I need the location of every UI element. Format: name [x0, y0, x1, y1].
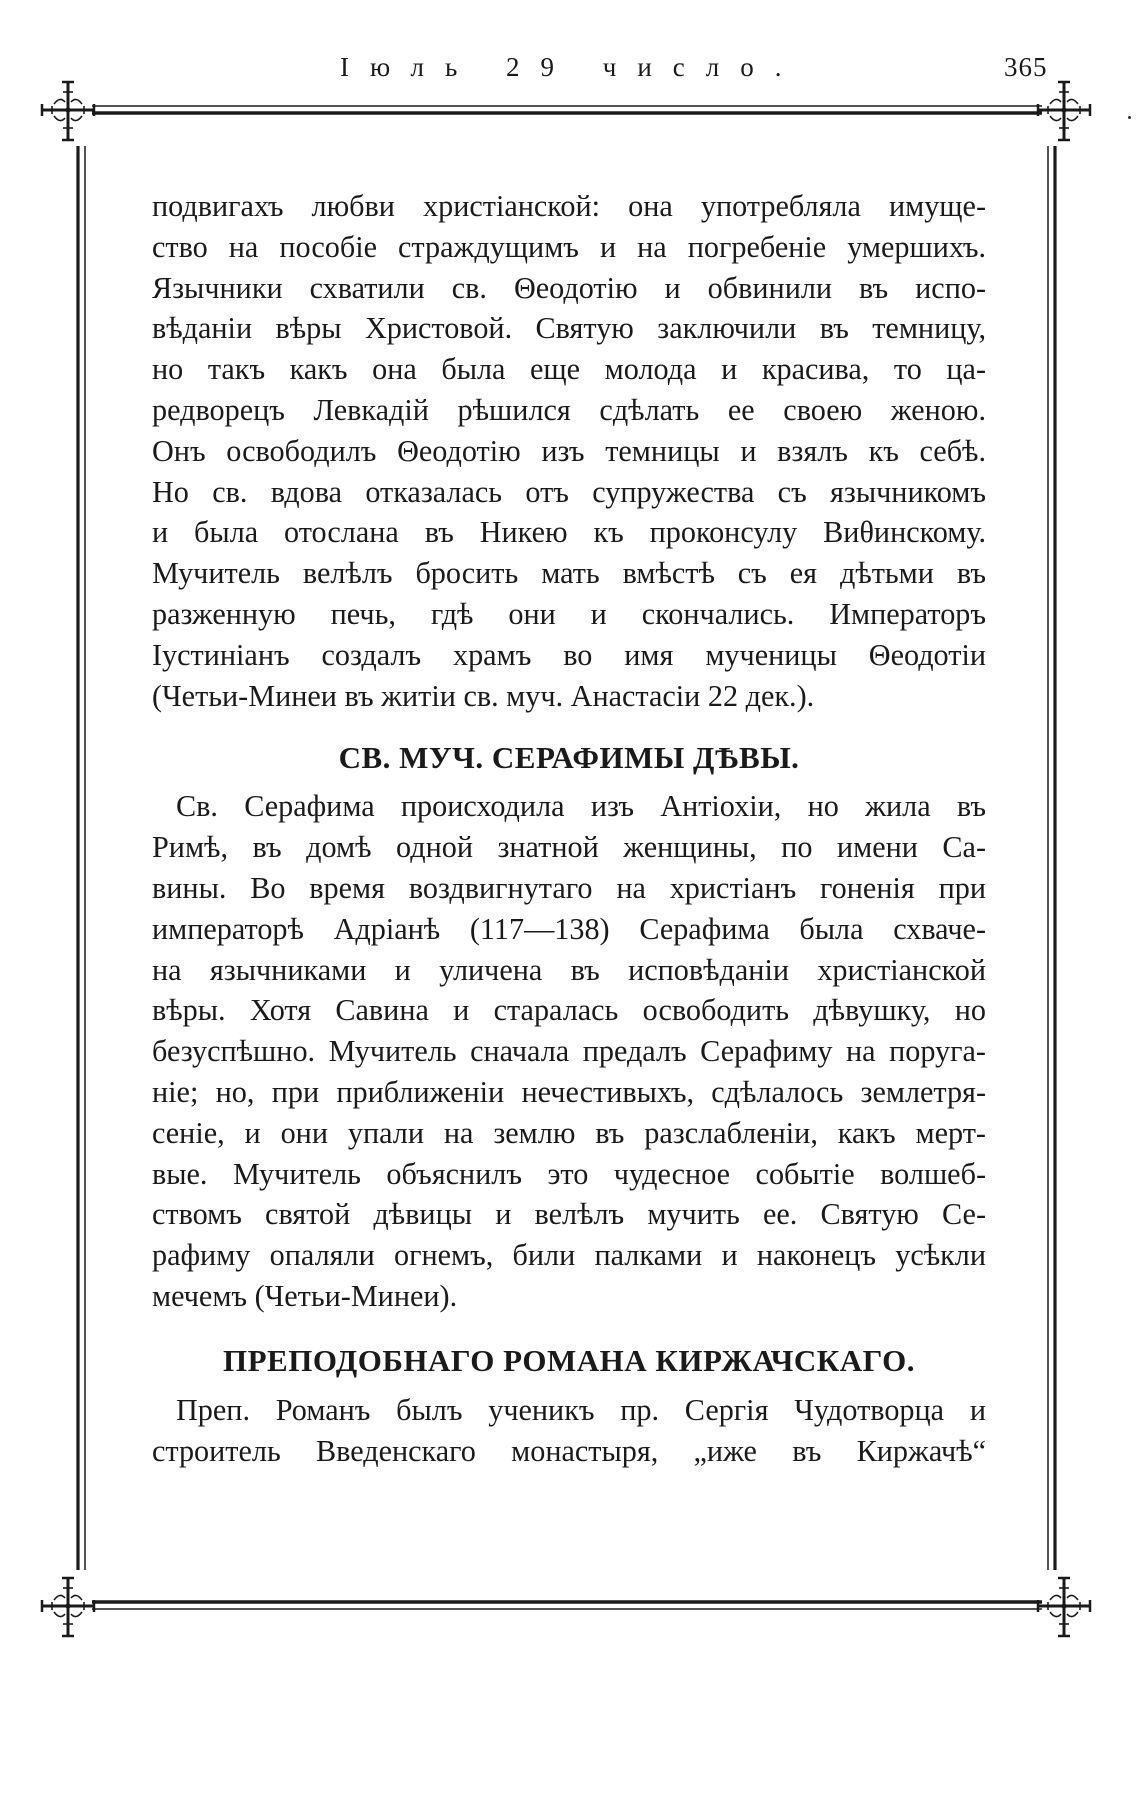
running-title: Іюль 29 число. — [340, 52, 803, 82]
text-line: ніе; но, при приближеніи нечестивыхъ, сдѣлалось землетря- — [152, 1074, 986, 1109]
stray-mark — [1128, 116, 1131, 119]
page-content — [152, 186, 986, 1471]
corner-ornament-top-left — [42, 82, 94, 140]
text-line: на язычниками и уличена въ исповѣданіи христіанской — [152, 952, 986, 987]
text-line: Преп. Романъ былъ ученикъ пр. Сергія Чудотворца и — [176, 1392, 986, 1427]
text-line: мечемъ (Четьи-Минеи). — [152, 1278, 458, 1313]
text-line: Мучитель велѣлъ бросить мать вмѣстѣ съ ея дѣтьми въ — [152, 556, 986, 591]
text-line: Св. Серафима происходила изъ Антіохіи, но жила въ — [176, 789, 986, 824]
text-line: строитель Введенскаго монастыря, „иже въ Киржачѣ“ — [152, 1433, 986, 1468]
text-line: безуспѣшно. Мучитель сначала предалъ Серафиму на поруга- — [152, 1034, 986, 1069]
text-line: императорѣ Адріанѣ (117—138) Серафима была схваче- — [152, 911, 986, 946]
text-line: но такъ какъ она была еще молода и красива, то ца- — [152, 352, 986, 387]
text-line: вѣданіи вѣры Христовой. Святую заключили въ темницу, — [152, 311, 986, 346]
text-line: ство на пособіе страждущимъ и на погребеніе умершихъ. — [152, 229, 986, 264]
text-line: рафиму опаляли огнемъ, били палками и наконецъ усѣкли — [152, 1238, 986, 1273]
corner-ornament-bottom-left — [42, 1578, 94, 1636]
section-heading-roman: ПРЕПОДОБНАГО РОМАНА КИРЖАЧСКАГО. — [222, 1342, 915, 1378]
text-line: Но св. вдова отказалась отъ супружества съ язычникомъ — [152, 474, 986, 509]
text-line: Іустиніанъ создалъ храмъ во имя мученицы Θеодотіи — [152, 637, 986, 672]
text-line: вѣры. Хотя Савина и старалась освободить дѣвушку, но — [152, 993, 986, 1028]
text-line: Римѣ, въ домѣ одной знатной женщины, по имени Са- — [152, 830, 986, 865]
text-line: сеніе, и они упали на землю въ разслабленіи, какъ мерт- — [152, 1115, 986, 1150]
paragraph-seraphima — [152, 786, 986, 1316]
text-line: подвигахъ любви христіанской: она употребляла имуще- — [152, 189, 986, 223]
corner-ornament-bottom-right — [1038, 1578, 1090, 1636]
text-line: Язычники схватили св. Θеодотію и обвинили въ испо- — [152, 270, 986, 305]
text-line: разженную печь, гдѣ они и скончались. Императоръ — [152, 596, 986, 631]
page-number: 365 — [1004, 52, 1048, 82]
text-line: и была отослана въ Никею къ проконсулу Виθинскому. — [152, 515, 986, 550]
text-line: вины. Во время воздвигнутаго на христіанъ гоненія при — [152, 870, 986, 905]
paragraph-roman — [152, 1390, 986, 1472]
section-heading-seraphima: СВ. МУЧ. СЕРАФИМЫ ДѢВЫ. — [338, 740, 800, 776]
corner-ornament-top-right — [1038, 82, 1090, 140]
text-line: Онъ освободилъ Θеодотію изъ темницы и взялъ къ себѣ. — [152, 433, 986, 468]
text-line: (Четьи-Минеи въ житіи св. муч. Анастасіи 22 дек.). — [152, 678, 815, 713]
paragraph-theodotia — [152, 186, 986, 716]
text-line: вые. Мучитель объяснилъ это чудесное событіе волшеб- — [152, 1156, 986, 1191]
text-line: ствомъ святой дѣвицы и велѣлъ мучить ее. Святую Се- — [152, 1197, 986, 1232]
text-line: редворецъ Левкадій рѣшился сдѣлать ее своею женою. — [152, 392, 986, 427]
